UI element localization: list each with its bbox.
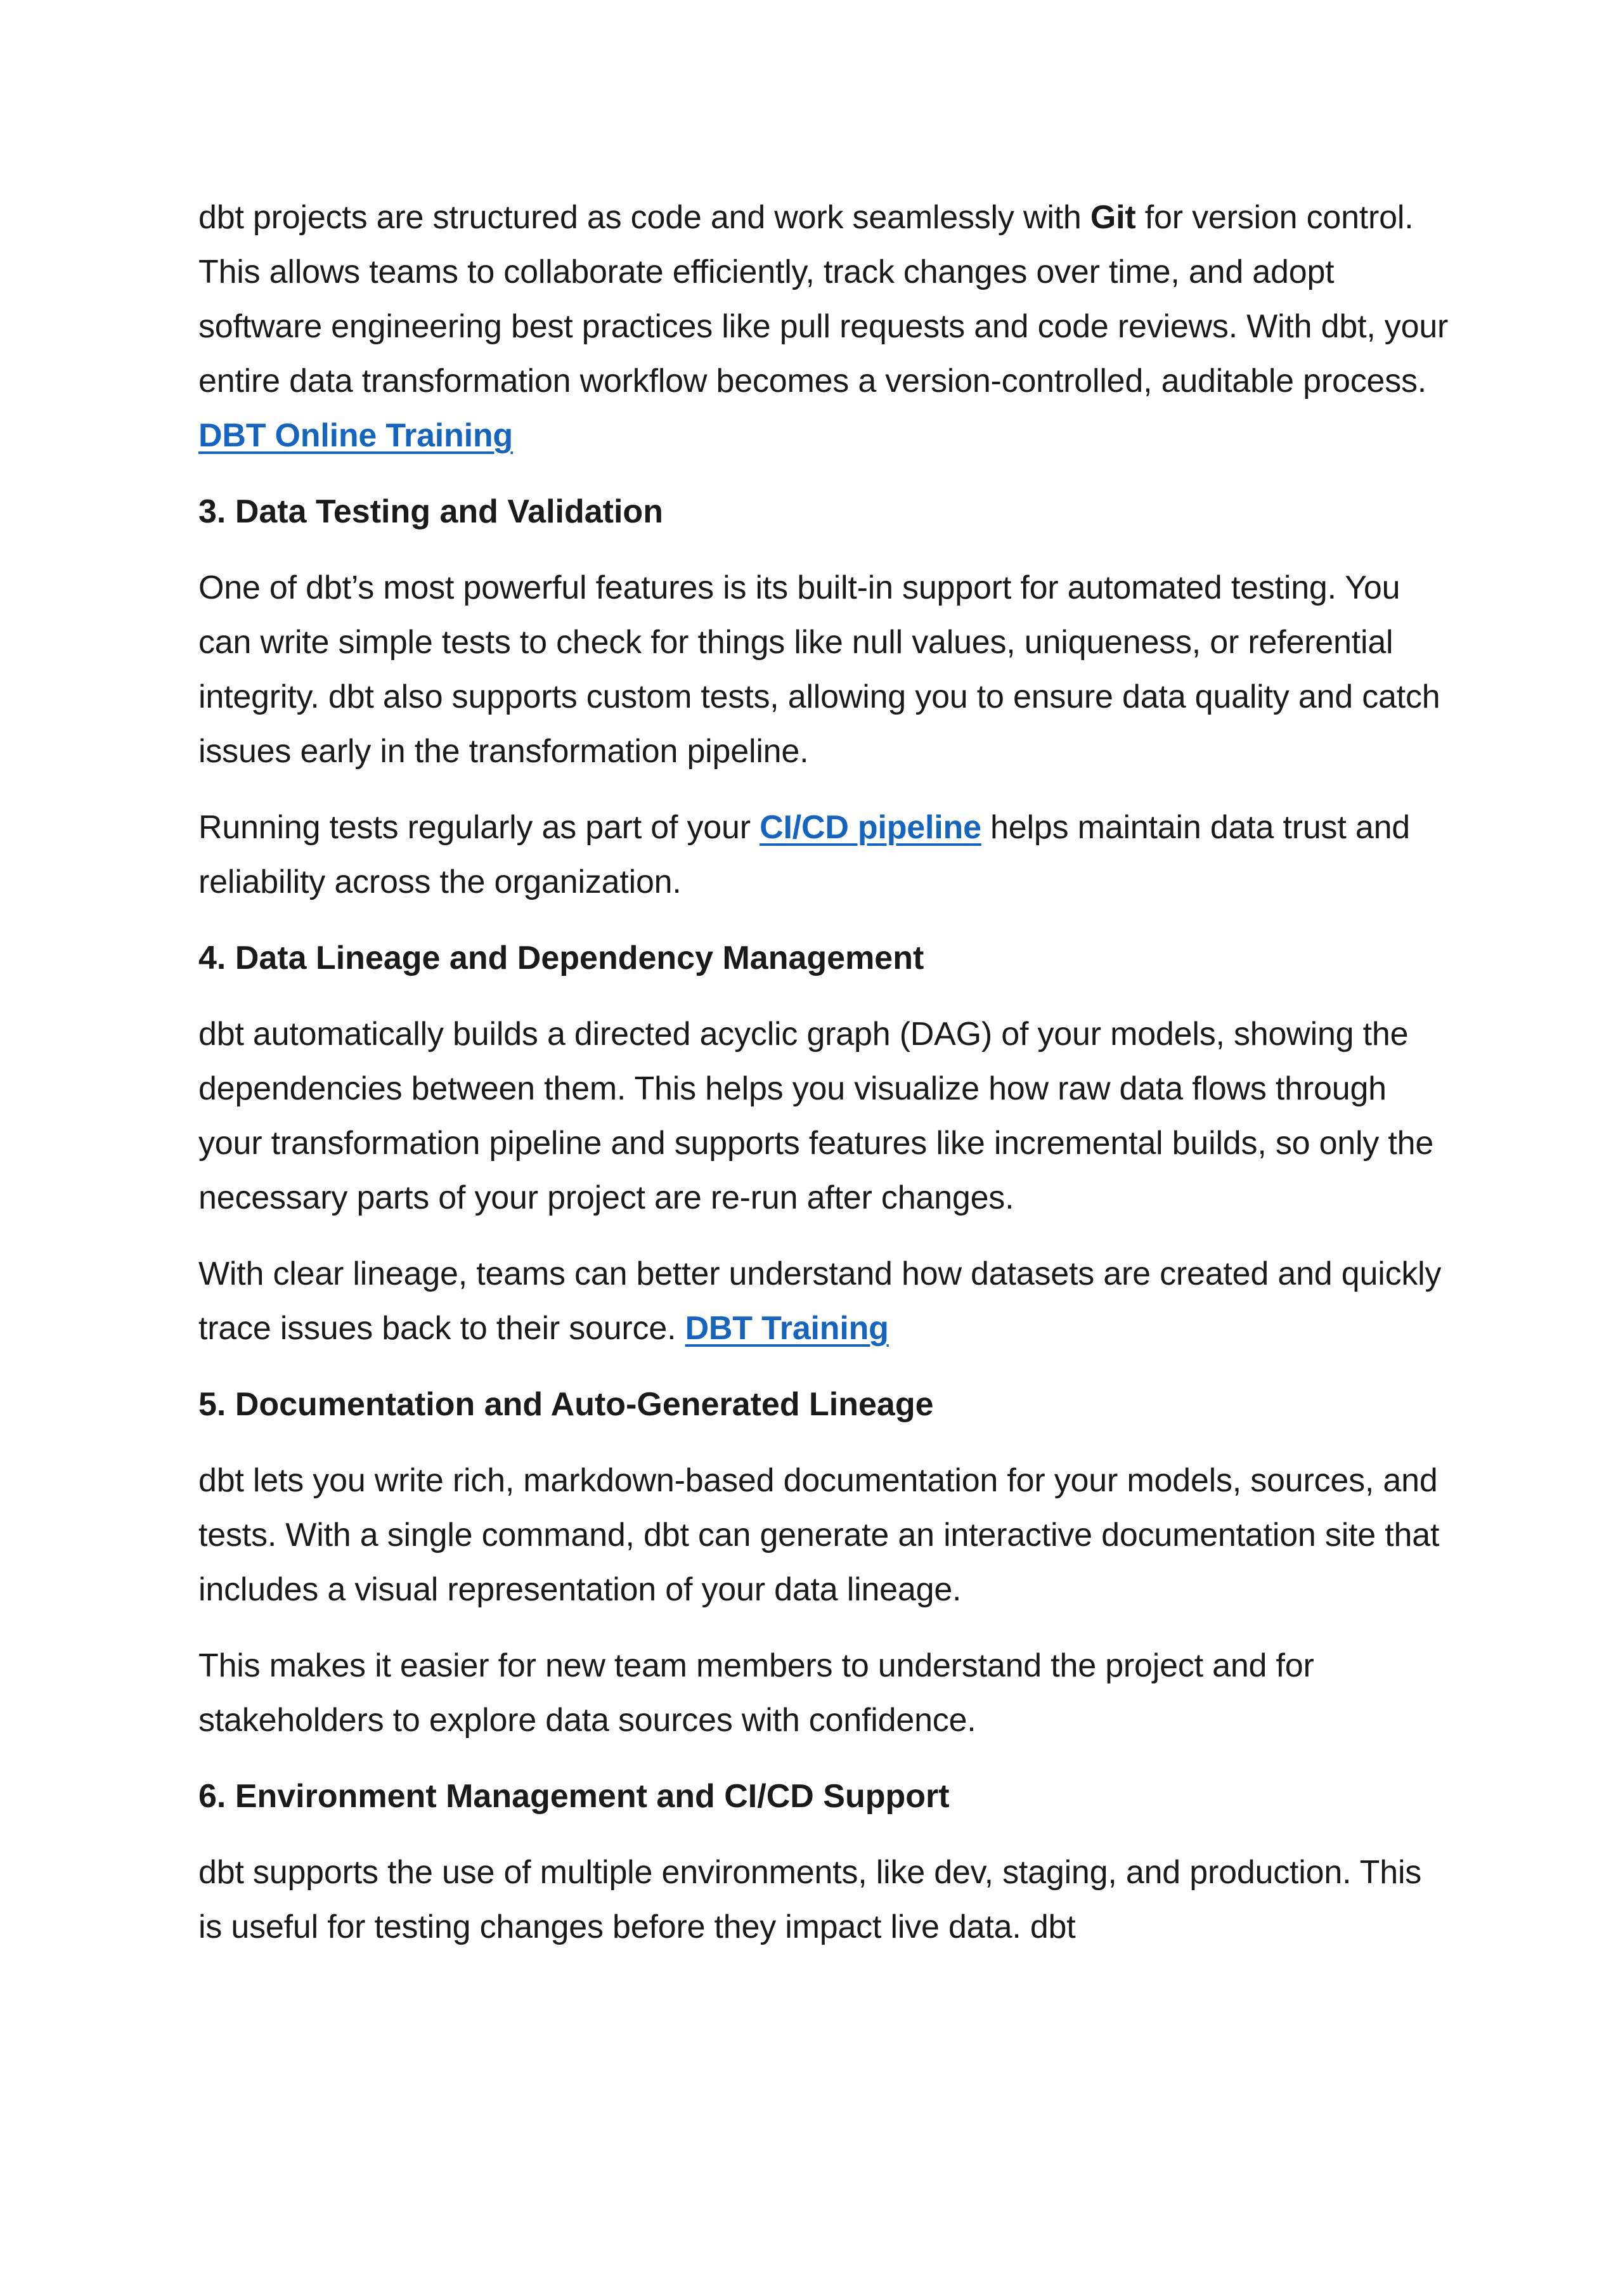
section-4-text-before-link: With clear lineage, teams can better understand how datasets are created and quickly trace issues back to their source. xyxy=(198,1255,1442,1347)
ci-cd-pipeline-link[interactable]: CI/CD pipeline xyxy=(760,809,981,846)
section-3-heading: 3. Data Testing and Validation xyxy=(198,493,663,530)
intro-text-after-git: for version control. This allows teams to collaborate efficiently, track changes over time, and adopt software engineering best practices like pull requests and code reviews. With dbt, your entire data transformation workflow becomes a version-controlled, auditable process. xyxy=(198,199,1449,399)
section-3-paragraph-1: One of dbt’s most powerful features is its built-in support for automated testing. You can write simple tests to check for things like null values, uniqueness, or referential integrity. dbt also supports custom tests, allowing you to ensure data quality and catch issues early in the transformation pipeline. xyxy=(198,569,1440,770)
document-page xyxy=(198,190,1454,1976)
section-4-paragraph-2 xyxy=(198,1247,1454,1356)
dbt-training-link[interactable]: DBT Training xyxy=(685,1310,889,1347)
section-4-paragraph-1: dbt automatically builds a directed acyclic graph (DAG) of your models, showing the dependencies between them. This helps you visualize how raw data flows through your transformation pipeline and supports features like incremental builds, so only the necessary parts of your project are re-run after changes. xyxy=(198,1016,1434,1216)
section-4-heading: 4. Data Lineage and Dependency Management xyxy=(198,940,924,976)
section-6-heading: 6. Environment Management and CI/CD Support xyxy=(198,1778,950,1815)
git-term: Git xyxy=(1090,199,1136,236)
section-5-heading: 5. Documentation and Auto-Generated Lineage xyxy=(198,1386,934,1423)
section-5-paragraph-2: This makes it easier for new team members to understand the project and for stakeholders to explore data sources with confidence. xyxy=(198,1647,1314,1739)
section-6-paragraph-1: dbt supports the use of multiple environments, like dev, staging, and production. This is useful for testing changes before they impact live data. dbt xyxy=(198,1854,1422,1945)
intro-text-before-git: dbt projects are structured as code and work seamlessly with xyxy=(198,199,1090,236)
intro-paragraph xyxy=(198,190,1454,463)
section-3-text-after-link: helps maintain data trust and reliability across the organization. xyxy=(198,809,1411,900)
section-3-text-before-link: Running tests regularly as part of your xyxy=(198,809,760,846)
dbt-online-training-link[interactable]: DBT Online Training xyxy=(198,417,513,454)
section-5-paragraph-1: dbt lets you write rich, markdown-based documentation for your models, sources, and tests. With a single command, dbt can generate an interactive documentation site that includes a visual representation of your data lineage. xyxy=(198,1462,1440,1608)
section-3-paragraph-2 xyxy=(198,800,1454,909)
